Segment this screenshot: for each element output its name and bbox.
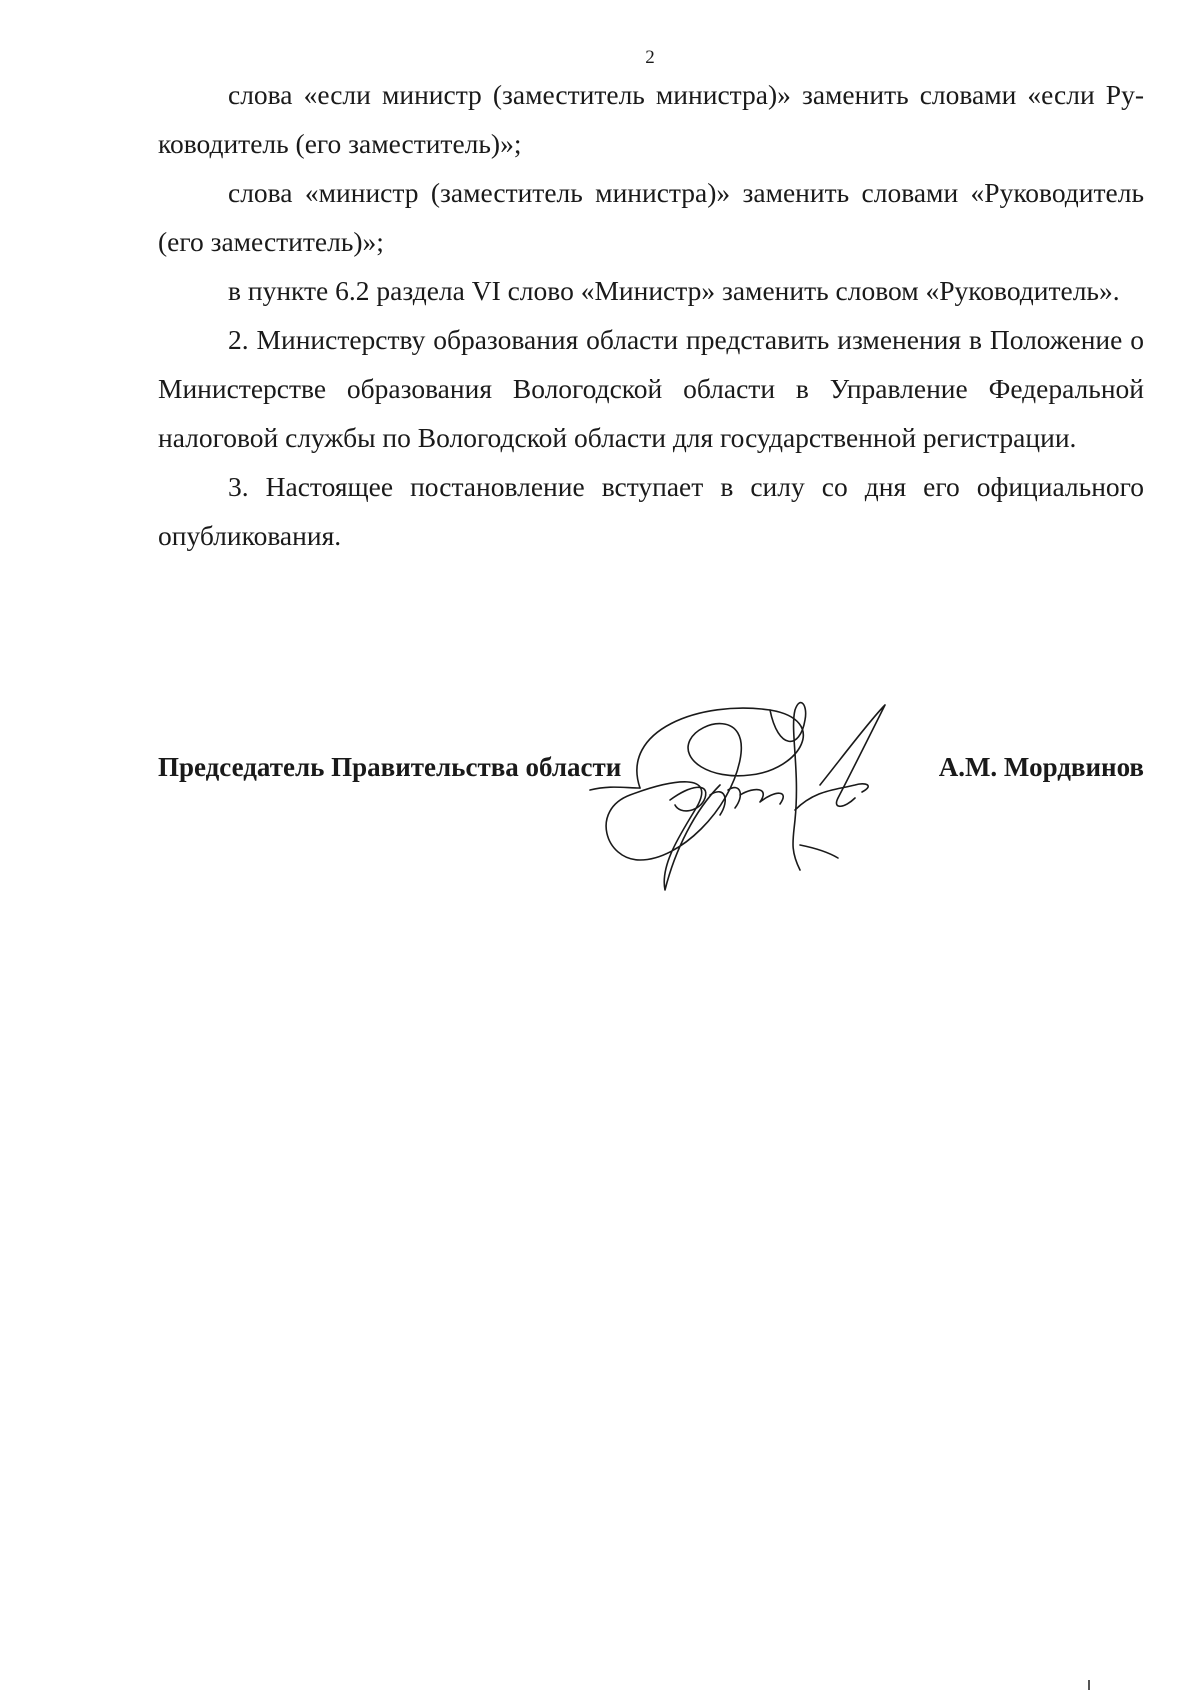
paragraph: в пункте 6.2 раздела VI слово «Министр» заменить словом «Руководитель». (228, 275, 1120, 306)
paragraph: слова «министр (заместитель министра)» заменить словами «Руководитель (его заместитель)»; (158, 177, 1144, 257)
document-body (158, 70, 1144, 560)
paragraph: 3. Настоящее постановление вступает в силу со дня его официального опубликования. (158, 471, 1144, 551)
paragraph: слова «если министр (заместитель министра)» заменить словами «если Руководитель (его заместитель)»; (158, 79, 1144, 159)
scan-edge-mark (1088, 1680, 1090, 1690)
signatory-name: А.М. Мордвинов (938, 752, 1144, 782)
handwritten-signature (600, 690, 960, 910)
signatory-title: Председатель Правительства области (158, 752, 622, 782)
page-number: 2 (645, 47, 655, 68)
paragraph: 2. Министерству образования области представить изменения в Положение о Министерстве образования Вологодской области в Управление Федеральной налоговой службы по Вологодской области для государственной регистрации. (158, 324, 1144, 453)
